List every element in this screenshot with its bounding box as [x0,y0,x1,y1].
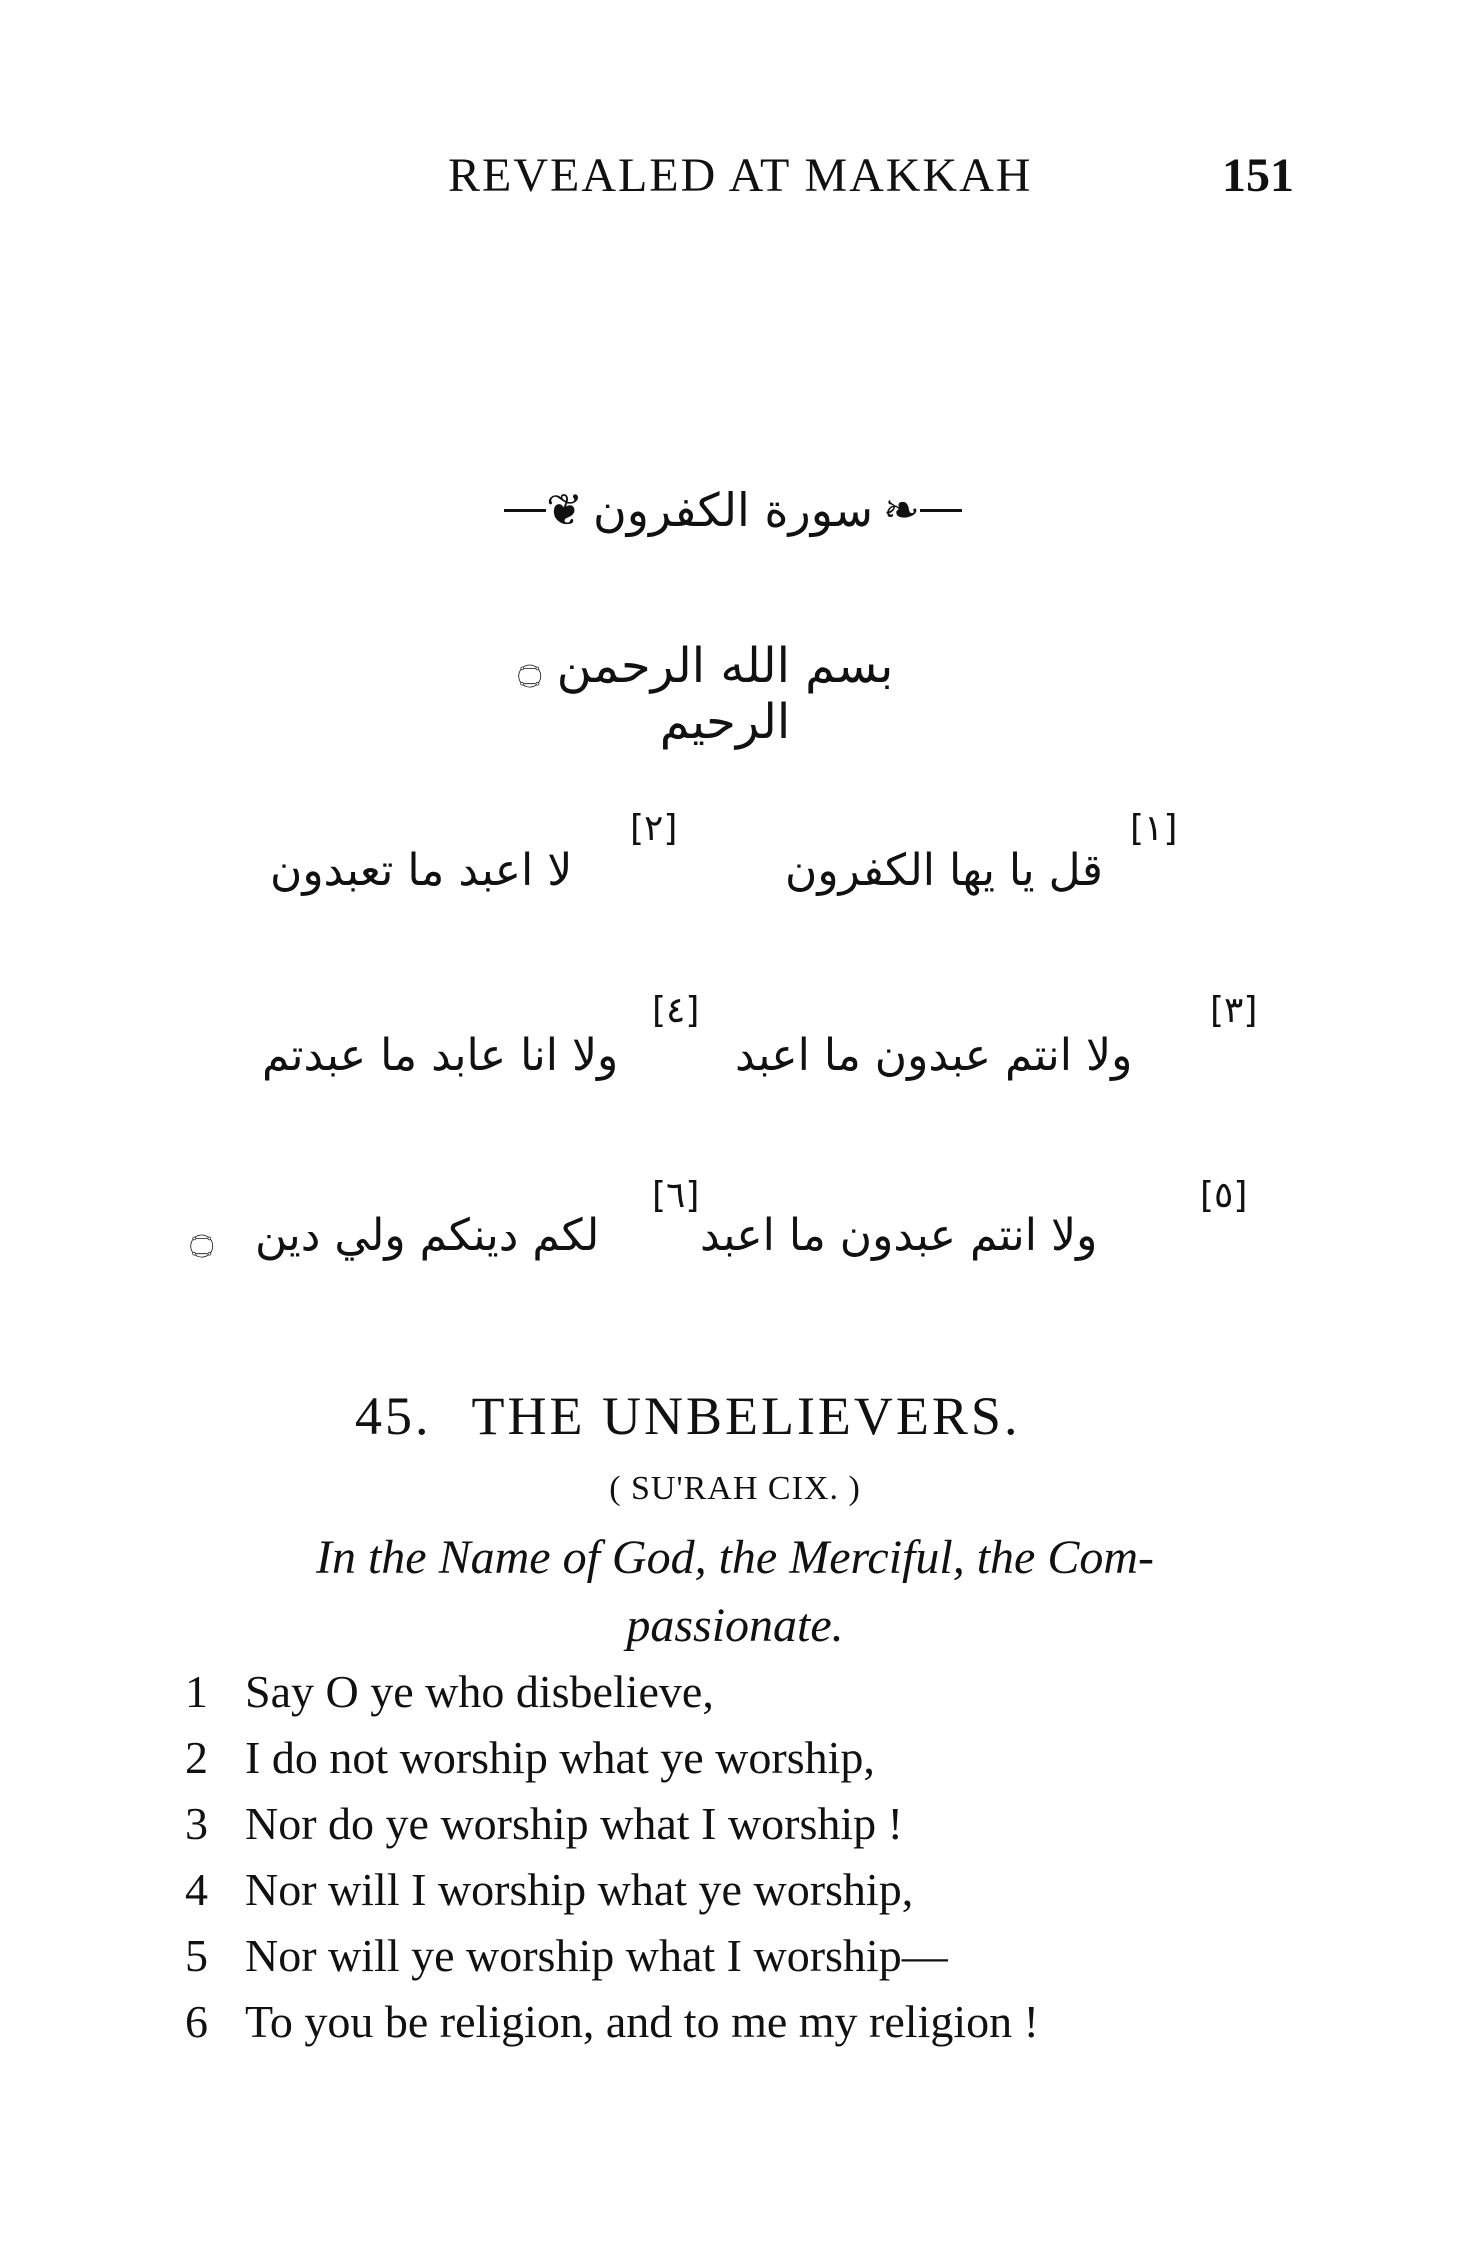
arabic-verse-number: [٥] [1200,1175,1248,1216]
surah-reference: ( SU'RAH CIX. ) [609,1470,861,1507]
verse-number: 2 [185,1732,208,1783]
verse-text: Nor will I worship what ye worship, [245,1864,914,1915]
flourish-right-icon: ❧ [883,485,920,535]
verse-number: 1 [185,1666,208,1717]
running-head [0,148,1470,208]
chapter-number: 45. [355,1386,432,1446]
arabic-verse: لا اعبد ما تعبدون [270,845,573,896]
verse-text: Say O ye who disbelieve, [245,1666,714,1717]
verse-text: To you be religion, and to me my religion ! [245,1996,1039,2047]
verse-number: 4 [185,1864,208,1915]
verse-text: Nor will ye worship what I worship— [245,1930,948,1981]
arabic-verse-number: [٢] [630,808,678,849]
verse-line [150,1929,1300,1995]
page-number: 151 [1222,149,1294,202]
verse-line [150,1797,1300,1863]
running-title: REVEALED AT MAKKAH [448,149,1033,202]
english-verse-list [150,1665,1300,2061]
invocation-line: passionate. [626,1599,844,1652]
invocation-line: In the Name of God, the Merciful, the Com- [315,1531,1155,1584]
flourish-left-icon: ❦ [546,485,583,535]
verse-end-mark: ۝ [190,1215,214,1261]
chapter-title: THE UNBELIEVERS. [471,1386,1021,1446]
verse-text: Nor do ye worship what I worship ! [245,1798,903,1849]
arabic-verse: قل يا يها الكفرون [785,845,1103,896]
arabic-verse-number: [١] [1130,808,1178,849]
verse-line [150,1731,1300,1797]
verse-number: 5 [185,1930,208,1981]
arabic-verse: ولا انتم عبدون ما اعبد [700,1210,1098,1261]
verse-line [150,1665,1300,1731]
arabic-verse-number: [٣] [1210,990,1258,1031]
verse-text: I do not worship what ye worship, [245,1732,875,1783]
verse-number: 6 [185,1996,208,2047]
verse-end-mark: ۝ [518,645,542,691]
chapter-heading [355,1385,1115,1447]
arabic-surah-title: سورة الكفرون [592,483,874,537]
arabic-verse: ولا انا عابد ما عبدتم [262,1030,619,1081]
verse-number: 3 [185,1798,208,1849]
arabic-verse-number: [٤] [652,990,700,1031]
arabic-bismillah: بسم الله الرحمن الرحيم [556,638,894,750]
arabic-verse-number: [٦] [652,1175,700,1216]
ornament-rule-right [920,509,962,512]
verse-line [150,1863,1300,1929]
verse-line [150,1995,1300,2061]
ornament-rule-left [504,509,546,512]
arabic-verse: لكم دينكم ولي دين [255,1210,600,1261]
surah-title-ornament [478,470,988,550]
arabic-verse: ولا انتم عبدون ما اعبد [735,1030,1133,1081]
